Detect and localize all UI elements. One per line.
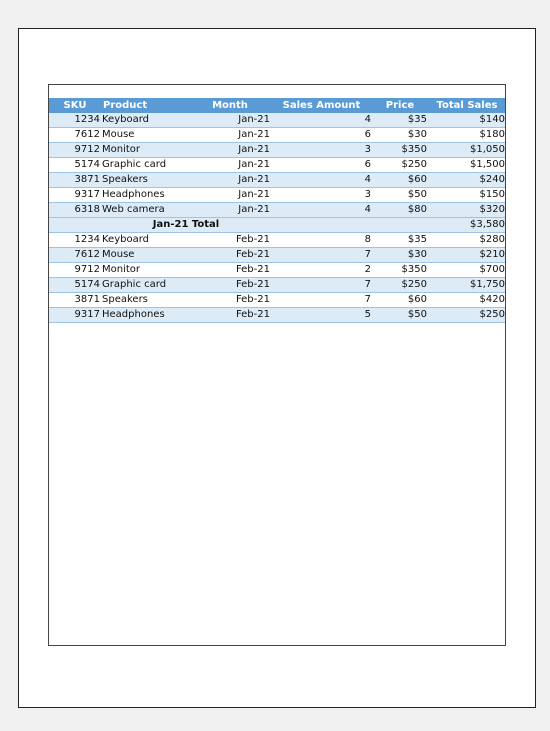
cell-sku: 7612: [49, 128, 101, 143]
header-product: Product: [101, 98, 189, 113]
cell-amount: 3: [271, 143, 372, 158]
cell-price: $250: [372, 158, 428, 173]
cell-amount: 7: [271, 248, 372, 263]
print-preview-page: [18, 28, 536, 708]
header-total-sales: Total Sales: [428, 98, 506, 113]
cell-month: Feb-21: [189, 293, 271, 308]
cell-amount: 6: [271, 158, 372, 173]
table-row: [49, 113, 506, 128]
cell-sku: 9317: [49, 188, 101, 203]
cell-price: $30: [372, 128, 428, 143]
header-price: Price: [372, 98, 428, 113]
cell-total: $320: [428, 203, 506, 218]
cell-month: Jan-21: [189, 158, 271, 173]
cell-month: Jan-21: [189, 143, 271, 158]
cell-product: Keyboard: [101, 113, 189, 128]
cell-sku: 6318: [49, 203, 101, 218]
table-row: [49, 278, 506, 293]
table-row: [49, 203, 506, 218]
subtotal-label: Jan-21 Total: [101, 218, 271, 233]
table-row: [49, 308, 506, 323]
cell-product: Graphic card: [101, 158, 189, 173]
cell-amount: 2: [271, 263, 372, 278]
cell-amount: 6: [271, 128, 372, 143]
cell-amount: 7: [271, 293, 372, 308]
cell-product: Graphic card: [101, 278, 189, 293]
cell-sku: 9712: [49, 143, 101, 158]
cell-price: $50: [372, 308, 428, 323]
cell-product: Speakers: [101, 293, 189, 308]
cell-total: $180: [428, 128, 506, 143]
cell-price: $350: [372, 263, 428, 278]
table-row: [49, 263, 506, 278]
cell-total: $1,500: [428, 158, 506, 173]
table-row: [49, 173, 506, 188]
cell-total: $240: [428, 173, 506, 188]
cell-sku: 5174: [49, 158, 101, 173]
cell-empty: [372, 218, 428, 233]
cell-month: Jan-21: [189, 128, 271, 143]
cell-sku: 3871: [49, 173, 101, 188]
table-row: [49, 143, 506, 158]
cell-total: $250: [428, 308, 506, 323]
cell-product: Keyboard: [101, 233, 189, 248]
cell-amount: 5: [271, 308, 372, 323]
cell-sku: 7612: [49, 248, 101, 263]
table-row: [49, 128, 506, 143]
cell-total: $140: [428, 113, 506, 128]
cell-amount: 4: [271, 113, 372, 128]
table-row: [49, 248, 506, 263]
cell-price: $30: [372, 248, 428, 263]
cell-sku: 3871: [49, 293, 101, 308]
cell-month: Feb-21: [189, 308, 271, 323]
cell-product: Mouse: [101, 128, 189, 143]
cell-empty: [49, 218, 101, 233]
cell-price: $350: [372, 143, 428, 158]
cell-price: $250: [372, 278, 428, 293]
table-row: [49, 188, 506, 203]
cell-product: Headphones: [101, 188, 189, 203]
cell-price: $35: [372, 113, 428, 128]
cell-product: Speakers: [101, 173, 189, 188]
cell-product: Monitor: [101, 263, 189, 278]
cell-month: Feb-21: [189, 248, 271, 263]
subtotal-row: [49, 218, 506, 233]
cell-sku: 1234: [49, 233, 101, 248]
cell-price: $80: [372, 203, 428, 218]
cell-empty: [271, 218, 372, 233]
cell-amount: 4: [271, 203, 372, 218]
table-row: [49, 293, 506, 308]
cell-total: $1,050: [428, 143, 506, 158]
table-row: [49, 158, 506, 173]
header-row: [49, 98, 506, 113]
header-sku: SKU: [49, 98, 101, 113]
subtotal-value: $3,580: [428, 218, 506, 233]
cell-total: $420: [428, 293, 506, 308]
printable-area: [48, 84, 506, 646]
cell-month: Feb-21: [189, 263, 271, 278]
cell-amount: 7: [271, 278, 372, 293]
cell-month: Jan-21: [189, 173, 271, 188]
cell-amount: 8: [271, 233, 372, 248]
header-sales-amount: Sales Amount: [271, 98, 372, 113]
cell-total: $700: [428, 263, 506, 278]
sales-table: [49, 98, 506, 323]
cell-month: Feb-21: [189, 233, 271, 248]
cell-month: Jan-21: [189, 188, 271, 203]
table-row: [49, 233, 506, 248]
cell-amount: 4: [271, 173, 372, 188]
cell-month: Jan-21: [189, 203, 271, 218]
cell-price: $60: [372, 293, 428, 308]
cell-price: $60: [372, 173, 428, 188]
cell-price: $35: [372, 233, 428, 248]
cell-total: $1,750: [428, 278, 506, 293]
cell-price: $50: [372, 188, 428, 203]
cell-sku: 9712: [49, 263, 101, 278]
cell-sku: 1234: [49, 113, 101, 128]
cell-month: Jan-21: [189, 113, 271, 128]
cell-sku: 9317: [49, 308, 101, 323]
cell-total: $210: [428, 248, 506, 263]
header-month: Month: [189, 98, 271, 113]
cell-month: Feb-21: [189, 278, 271, 293]
cell-product: Headphones: [101, 308, 189, 323]
cell-product: Web camera: [101, 203, 189, 218]
cell-total: $280: [428, 233, 506, 248]
cell-product: Mouse: [101, 248, 189, 263]
cell-sku: 5174: [49, 278, 101, 293]
cell-amount: 3: [271, 188, 372, 203]
cell-product: Monitor: [101, 143, 189, 158]
cell-total: $150: [428, 188, 506, 203]
